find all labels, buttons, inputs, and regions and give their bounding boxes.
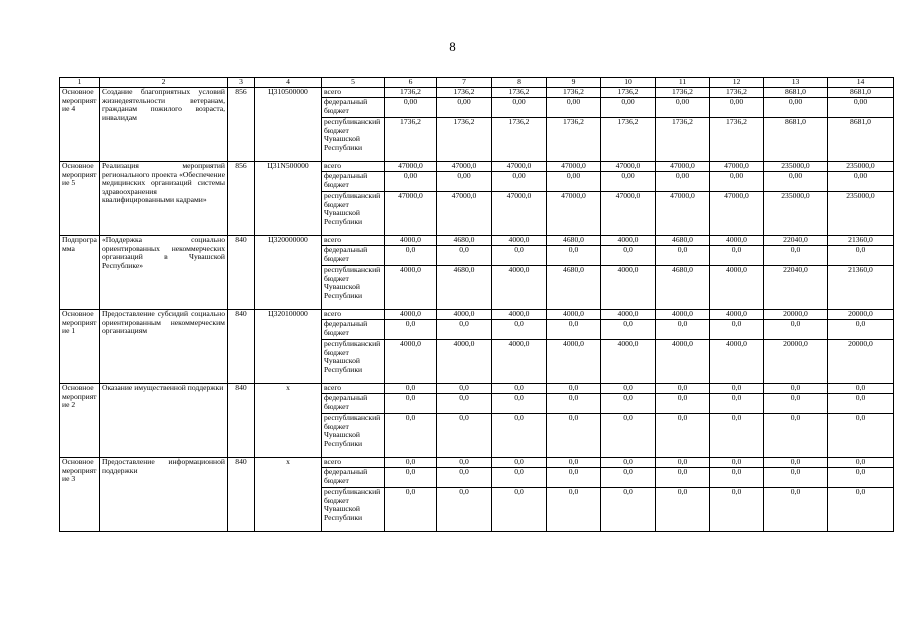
value-cell: 1736,2: [385, 118, 437, 162]
header-cell: 2: [100, 78, 228, 88]
value-cell: 4000,0: [710, 236, 764, 246]
header-cell: 8: [492, 78, 547, 88]
header-cell: 9: [547, 78, 601, 88]
value-cell: 47000,0: [385, 192, 437, 236]
budget-table: [59, 77, 894, 532]
value-cell: 4000,0: [385, 266, 437, 310]
value-cell: 4000,0: [385, 340, 437, 384]
value-cell: 0,0: [547, 488, 601, 532]
source-cell: всего: [322, 458, 385, 468]
table-row: [60, 310, 894, 320]
value-cell: 47000,0: [710, 162, 764, 172]
grbs-cell: 840: [228, 310, 255, 384]
header-cell: 1: [60, 78, 100, 88]
header-cell: 6: [385, 78, 437, 88]
value-cell: 20000,0: [764, 340, 828, 384]
value-cell: 0,0: [492, 458, 547, 468]
value-cell: 235000,0: [828, 192, 894, 236]
value-cell: 0,0: [601, 246, 656, 266]
value-cell: 0,0: [710, 488, 764, 532]
value-cell: 20000,0: [764, 310, 828, 320]
value-cell: 4000,0: [437, 310, 492, 320]
name-cell: Оказание имущественной поддержки: [100, 384, 228, 458]
value-cell: 47000,0: [656, 192, 710, 236]
name-cell: Предоставление субсидий социально ориентированным некоммерческим организациям: [100, 310, 228, 384]
code-cell: Ц310500000: [255, 88, 322, 162]
value-cell: 47000,0: [547, 192, 601, 236]
grbs-cell: 840: [228, 236, 255, 310]
name-cell: «Поддержка социально ориентированных некоммерческих организаций в Чувашской Республике»: [100, 236, 228, 310]
value-cell: 0,0: [385, 246, 437, 266]
value-cell: 0,00: [764, 98, 828, 118]
value-cell: 0,00: [601, 98, 656, 118]
value-cell: 0,0: [547, 384, 601, 394]
value-cell: 0,0: [437, 488, 492, 532]
value-cell: 4000,0: [656, 310, 710, 320]
value-cell: 1736,2: [492, 118, 547, 162]
value-cell: 8681,0: [828, 88, 894, 98]
source-cell: республиканский бюджет Чувашской Республики: [322, 488, 385, 532]
value-cell: 0,0: [764, 468, 828, 488]
value-cell: 0,00: [492, 172, 547, 192]
value-cell: 47000,0: [437, 192, 492, 236]
value-cell: 0,0: [828, 246, 894, 266]
value-cell: 22040,0: [764, 266, 828, 310]
value-cell: 47000,0: [601, 192, 656, 236]
value-cell: 0,0: [828, 468, 894, 488]
table-row: [60, 458, 894, 468]
status-cell: Основное мероприятие 5: [60, 162, 100, 236]
value-cell: 1736,2: [547, 88, 601, 98]
value-cell: 0,0: [764, 458, 828, 468]
value-cell: 4000,0: [656, 340, 710, 384]
value-cell: 0,0: [437, 246, 492, 266]
value-cell: 0,0: [547, 468, 601, 488]
source-cell: республиканский бюджет Чувашской Республики: [322, 340, 385, 384]
value-cell: 0,00: [437, 172, 492, 192]
value-cell: 0,0: [828, 320, 894, 340]
value-cell: 1736,2: [656, 88, 710, 98]
value-cell: 21360,0: [828, 236, 894, 246]
value-cell: 0,0: [828, 414, 894, 458]
value-cell: 0,0: [828, 488, 894, 532]
value-cell: 4000,0: [601, 266, 656, 310]
value-cell: 0,0: [385, 488, 437, 532]
value-cell: 0,0: [385, 320, 437, 340]
value-cell: 0,0: [764, 246, 828, 266]
value-cell: 1736,2: [710, 118, 764, 162]
value-cell: 0,00: [385, 98, 437, 118]
value-cell: 0,0: [764, 394, 828, 414]
value-cell: 1736,2: [437, 88, 492, 98]
value-cell: 0,0: [656, 320, 710, 340]
table-row: [60, 162, 894, 172]
source-cell: всего: [322, 88, 385, 98]
source-cell: всего: [322, 310, 385, 320]
value-cell: 0,0: [656, 384, 710, 394]
value-cell: 0,0: [601, 414, 656, 458]
value-cell: 0,0: [710, 468, 764, 488]
source-cell: федеральный бюджет: [322, 172, 385, 192]
value-cell: 0,0: [492, 246, 547, 266]
value-cell: 8681,0: [764, 118, 828, 162]
status-cell: Основное мероприятие 2: [60, 384, 100, 458]
value-cell: 20000,0: [828, 340, 894, 384]
value-cell: 0,0: [547, 458, 601, 468]
value-cell: 0,00: [547, 172, 601, 192]
value-cell: 0,0: [656, 394, 710, 414]
value-cell: 4000,0: [492, 340, 547, 384]
table-row: [60, 384, 894, 394]
value-cell: 20000,0: [828, 310, 894, 320]
value-cell: 0,00: [710, 98, 764, 118]
value-cell: 0,0: [656, 414, 710, 458]
value-cell: 0,00: [828, 98, 894, 118]
value-cell: 8681,0: [764, 88, 828, 98]
value-cell: 47000,0: [385, 162, 437, 172]
value-cell: 47000,0: [656, 162, 710, 172]
code-cell: Ц320000000: [255, 236, 322, 310]
value-cell: 4000,0: [385, 236, 437, 246]
source-cell: всего: [322, 384, 385, 394]
value-cell: 1736,2: [437, 118, 492, 162]
value-cell: 0,0: [828, 458, 894, 468]
value-cell: 0,0: [437, 414, 492, 458]
value-cell: 4000,0: [437, 340, 492, 384]
header-cell: 14: [828, 78, 894, 88]
value-cell: 0,00: [828, 172, 894, 192]
source-cell: федеральный бюджет: [322, 246, 385, 266]
value-cell: 0,0: [492, 414, 547, 458]
value-cell: 47000,0: [710, 192, 764, 236]
value-cell: 4680,0: [656, 266, 710, 310]
source-cell: республиканский бюджет Чувашской Республики: [322, 414, 385, 458]
grbs-cell: 840: [228, 384, 255, 458]
value-cell: 0,0: [492, 468, 547, 488]
value-cell: 0,0: [437, 394, 492, 414]
code-cell: x: [255, 384, 322, 458]
header-cell: 11: [656, 78, 710, 88]
code-cell: Ц31N500000: [255, 162, 322, 236]
value-cell: 235000,0: [764, 192, 828, 236]
value-cell: 4000,0: [547, 310, 601, 320]
value-cell: 47000,0: [437, 162, 492, 172]
value-cell: 0,00: [656, 98, 710, 118]
value-cell: 0,0: [710, 246, 764, 266]
header-row: [60, 78, 894, 88]
value-cell: 0,0: [547, 320, 601, 340]
status-cell: Основное мероприятие 1: [60, 310, 100, 384]
status-cell: Основное мероприятие 3: [60, 458, 100, 532]
code-cell: Ц320100000: [255, 310, 322, 384]
value-cell: 0,0: [492, 488, 547, 532]
value-cell: 1736,2: [547, 118, 601, 162]
code-cell: x: [255, 458, 322, 532]
value-cell: 0,0: [710, 458, 764, 468]
value-cell: 0,0: [710, 394, 764, 414]
value-cell: 0,0: [601, 488, 656, 532]
value-cell: 0,0: [710, 320, 764, 340]
source-cell: республиканский бюджет Чувашской Республики: [322, 192, 385, 236]
value-cell: 0,0: [492, 320, 547, 340]
header-cell: 5: [322, 78, 385, 88]
value-cell: 0,0: [492, 394, 547, 414]
value-cell: 4000,0: [710, 266, 764, 310]
name-cell: Создание благоприятных условий жизнедеятельности ветеранам, гражданам пожилого возраста, инвалидам: [100, 88, 228, 162]
value-cell: 0,0: [764, 414, 828, 458]
status-cell: Подпрограмма: [60, 236, 100, 310]
value-cell: 0,0: [656, 468, 710, 488]
value-cell: 235000,0: [764, 162, 828, 172]
value-cell: 4680,0: [547, 266, 601, 310]
status-cell: Основное мероприятие 4: [60, 88, 100, 162]
value-cell: 0,0: [385, 384, 437, 394]
value-cell: 4000,0: [710, 310, 764, 320]
value-cell: 1736,2: [601, 118, 656, 162]
value-cell: 0,0: [385, 394, 437, 414]
source-cell: республиканский бюджет Чувашской Республики: [322, 266, 385, 310]
value-cell: 0,0: [764, 488, 828, 532]
value-cell: 0,0: [828, 394, 894, 414]
value-cell: 0,0: [656, 246, 710, 266]
value-cell: 0,00: [764, 172, 828, 192]
value-cell: 0,0: [710, 384, 764, 394]
value-cell: 0,0: [547, 246, 601, 266]
grbs-cell: 856: [228, 88, 255, 162]
value-cell: 1736,2: [656, 118, 710, 162]
value-cell: 0,0: [547, 394, 601, 414]
value-cell: 0,00: [710, 172, 764, 192]
table-row: [60, 236, 894, 246]
source-cell: федеральный бюджет: [322, 98, 385, 118]
value-cell: 0,0: [656, 458, 710, 468]
value-cell: 0,0: [764, 320, 828, 340]
name-cell: Предоставление информационной поддержки: [100, 458, 228, 532]
value-cell: 0,0: [385, 468, 437, 488]
value-cell: 1736,2: [710, 88, 764, 98]
value-cell: 0,0: [492, 384, 547, 394]
value-cell: 0,00: [656, 172, 710, 192]
value-cell: 4680,0: [547, 236, 601, 246]
value-cell: 0,0: [437, 384, 492, 394]
value-cell: 0,00: [601, 172, 656, 192]
value-cell: 4000,0: [492, 310, 547, 320]
header-cell: 13: [764, 78, 828, 88]
value-cell: 0,0: [437, 468, 492, 488]
source-cell: федеральный бюджет: [322, 320, 385, 340]
value-cell: 4000,0: [710, 340, 764, 384]
header-cell: 7: [437, 78, 492, 88]
value-cell: 4000,0: [601, 236, 656, 246]
value-cell: 0,0: [601, 468, 656, 488]
value-cell: 0,0: [828, 384, 894, 394]
header-cell: 12: [710, 78, 764, 88]
value-cell: 47000,0: [547, 162, 601, 172]
value-cell: 0,0: [385, 458, 437, 468]
value-cell: 0,0: [601, 458, 656, 468]
value-cell: 0,0: [437, 320, 492, 340]
value-cell: 0,00: [385, 172, 437, 192]
header-cell: 4: [255, 78, 322, 88]
value-cell: 4680,0: [437, 266, 492, 310]
value-cell: 4000,0: [492, 236, 547, 246]
header-cell: 3: [228, 78, 255, 88]
value-cell: 0,0: [547, 414, 601, 458]
source-cell: всего: [322, 162, 385, 172]
value-cell: 22040,0: [764, 236, 828, 246]
value-cell: 0,0: [385, 414, 437, 458]
value-cell: 0,0: [437, 458, 492, 468]
value-cell: 47000,0: [492, 162, 547, 172]
source-cell: федеральный бюджет: [322, 394, 385, 414]
value-cell: 1736,2: [385, 88, 437, 98]
value-cell: 8681,0: [828, 118, 894, 162]
value-cell: 4680,0: [656, 236, 710, 246]
value-cell: 0,00: [437, 98, 492, 118]
grbs-cell: 840: [228, 458, 255, 532]
value-cell: 4000,0: [385, 310, 437, 320]
value-cell: 47000,0: [492, 192, 547, 236]
value-cell: 4000,0: [492, 266, 547, 310]
table-row: [60, 88, 894, 98]
value-cell: 0,0: [764, 384, 828, 394]
value-cell: 0,00: [492, 98, 547, 118]
value-cell: 1736,2: [492, 88, 547, 98]
value-cell: 0,0: [601, 384, 656, 394]
value-cell: 4680,0: [437, 236, 492, 246]
source-cell: республиканский бюджет Чувашской Республики: [322, 118, 385, 162]
value-cell: 4000,0: [601, 310, 656, 320]
source-cell: федеральный бюджет: [322, 468, 385, 488]
grbs-cell: 856: [228, 162, 255, 236]
value-cell: 235000,0: [828, 162, 894, 172]
page-number: 8: [449, 39, 456, 54]
value-cell: 4000,0: [601, 340, 656, 384]
value-cell: 47000,0: [601, 162, 656, 172]
value-cell: 1736,2: [601, 88, 656, 98]
value-cell: 4000,0: [547, 340, 601, 384]
value-cell: 0,00: [547, 98, 601, 118]
value-cell: 0,0: [601, 320, 656, 340]
value-cell: 0,0: [710, 414, 764, 458]
value-cell: 0,0: [656, 488, 710, 532]
value-cell: 0,0: [601, 394, 656, 414]
value-cell: 21360,0: [828, 266, 894, 310]
source-cell: всего: [322, 236, 385, 246]
header-cell: 10: [601, 78, 656, 88]
name-cell: Реализация мероприятий регионального проекта «Обеспечение медицинских организаций системы здравоохранения квалифицированными кадрами»: [100, 162, 228, 236]
